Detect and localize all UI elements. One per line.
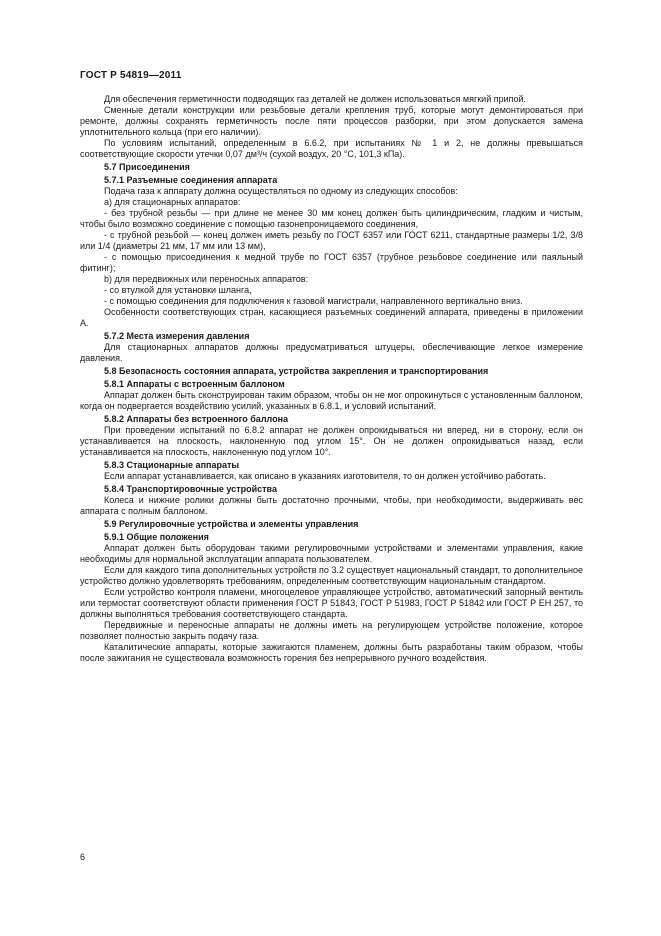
paragraph: Для стационарных аппаратов должны предусматриваться штуцеры, обеспечивающие легкое измерение давления. xyxy=(80,342,583,363)
paragraph: Подача газа к аппарату должна осуществляться по одному из следующих способов: xyxy=(104,186,458,196)
section-heading: 5.8 Безопасность состояния аппарата, устройства закрепления и транспортирования xyxy=(104,366,489,376)
paragraph: Колеса и нижние ролики должны быть достаточно прочными, чтобы, при необходимости, выдерживать вес аппарата с полным баллоном. xyxy=(80,495,583,516)
list-item: - с трубной резьбой — конец должен иметь резьбу по ГОСТ 6357 или ГОСТ 6211, стандартные размеры 1/2, 3/8 или 1/4 (диаметры 21 мм, 17 мм или 13 мм), xyxy=(80,230,583,251)
paragraph: Аппарат должен быть оборудован такими регулировочными устройствами и элементами управления, какие необходимы для нормальной эксплуатации аппарата пользователем. xyxy=(80,543,583,564)
subsection-heading: 5.7.1 Разъемные соединения аппарата xyxy=(104,175,278,185)
paragraph: Аппарат должен быть сконструирован таким образом, чтобы он не мог опрокинуться с установленным баллоном, когда он подвергается воздействию усилий, указанных в 6.8.1, и условий испытаний. xyxy=(80,390,583,411)
paragraph: Если устройство контроля пламени, многоцелевое управляющее устройство, автоматический запорный вентиль или термостат соответствуют области применения ГОСТ Р 51843, ГОСТ Р 51983, ГОСТ Р 51842 или ГОСТ Р ЕН 257, то должны выполняться требования соответствующего стандарта. xyxy=(80,587,583,619)
paragraph: Если аппарат устанавливается, как описано в указаниях изготовителя, то он должен устойчиво работать. xyxy=(104,471,546,481)
section-heading: 5.9 Регулировочные устройства и элементы управления xyxy=(104,519,359,529)
subsection-heading: 5.8.3 Стационарные аппараты xyxy=(104,460,240,470)
subsection-heading: 5.8.2 Аппараты без встроенного баллона xyxy=(104,414,289,424)
paragraph: Сменные детали конструкции или резьбовые детали крепления труб, которые могут демонтироваться при ремонте, должны сохранять герметичность после пяти процессов разборки, при этом допускается замена уплотнительного кольца (при его наличии). xyxy=(80,105,583,137)
paragraph: Если для каждого типа дополнительных устройств по 3.2 существует национальный стандарт, то дополнительное устройство должно удовлетворять требованиям, определенным соответствующим национальным стандартом. xyxy=(80,565,583,586)
paragraph: При проведении испытаний по 6.8.2 аппарат не должен опрокидываться ни вперед, ни в сторону, если он устанавливается на плоскость, наклоненную под углом 15°. Он не должен опрокидываться назад, если устанавливается на плоскость, наклоненную под углом 10°. xyxy=(80,425,583,457)
list-item: - со втулкой для установки шланга, xyxy=(104,285,252,295)
document-header: ГОСТ Р 54819—2011 xyxy=(80,70,182,81)
paragraph: По условиям испытаний, определенным в 6.6.2, при испытаниях № 1 и 2, не должны превышаться соответствующие скорости утечки 0,07 дм³/ч (сухой воздух, 20 °C, 101,3 кПа). xyxy=(80,138,583,159)
subsection-heading: 5.8.4 Транспортировочные устройства xyxy=(104,484,277,494)
list-item: - с помощью соединения для подключения к газовой магистрали, направленного вертикально вниз. xyxy=(104,296,523,306)
paragraph: Передвижные и переносные аппараты не должны иметь на регулирующем устройстве положение, которое позволяет полностью закрыть подачу газа. xyxy=(80,620,583,641)
list-item: - с помощью присоединения к медной трубе по ГОСТ 6357 (трубное резьбовое соединение или паяльный фитинг); xyxy=(80,252,583,273)
list-item: - без трубной резьбы — при длине не менее 30 мм конец должен быть цилиндрическим, гладким и чистым, чтобы было возможно соединение с помощью газонепроницаемого соединения, xyxy=(80,208,583,229)
list-item: b) для передвижных или переносных аппаратов: xyxy=(104,274,309,284)
subsection-heading: 5.7.2 Места измерения давления xyxy=(104,331,250,341)
paragraph: Особенности соответствующих стран, касающиеся разъемных соединений аппарата, приведены в приложении А. xyxy=(80,307,583,328)
page-number: 6 xyxy=(80,852,86,862)
document-body xyxy=(80,94,583,664)
paragraph: Для обеспечения герметичности подводящих газ деталей не должен использоваться мягкий припой. xyxy=(104,94,527,104)
subsection-heading: 5.9.1 Общие положения xyxy=(104,532,209,542)
subsection-heading: 5.8.1 Аппараты с встроенным баллоном xyxy=(104,379,285,389)
list-item: а) для стационарных аппаратов: xyxy=(104,197,241,207)
paragraph: Каталитические аппараты, которые зажигаются пламенем, должны быть разработаны таким образом, чтобы после зажигания не существовала возможность горения без непрерывного ручного воздействия. xyxy=(80,642,583,663)
section-heading: 5.7 Присоединения xyxy=(104,162,190,172)
